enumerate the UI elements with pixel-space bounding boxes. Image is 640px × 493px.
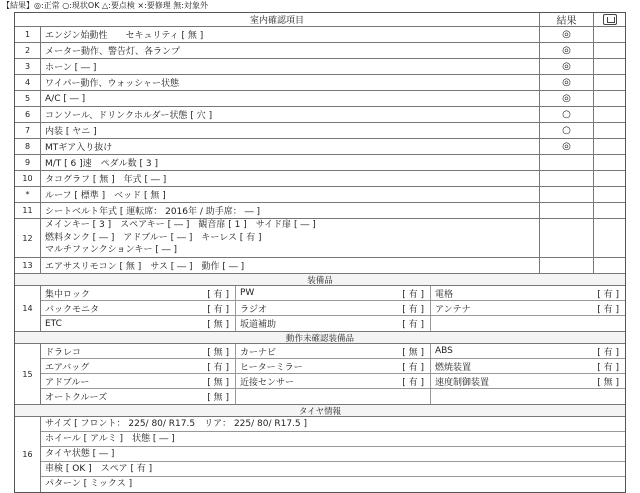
- header-title: 室内確認項目: [249, 16, 304, 26]
- tire-lines: [41, 417, 625, 492]
- row-number: 15: [15, 344, 41, 404]
- row-number: 2: [15, 43, 41, 58]
- row-blank: [593, 107, 625, 122]
- result-mark: ◎: [539, 91, 593, 106]
- grid-row: [41, 316, 625, 331]
- equipment-label: 燃焼装置: [435, 362, 472, 373]
- grid-row: [41, 301, 625, 316]
- row-text: ルーフ [ 標準 ] ベッド [ 無 ]: [45, 191, 166, 201]
- equipment-value: [ 有 ]: [402, 377, 424, 388]
- row-blank: [593, 258, 625, 273]
- equipment-cell: [431, 344, 625, 358]
- row-blank: [593, 43, 625, 58]
- equipment-value: [ 無 ]: [207, 320, 229, 330]
- equipment-label: ドラレコ: [45, 347, 82, 358]
- row-text: エンジン始動性 セキュリティ [ 無 ]: [45, 31, 204, 41]
- grid-row: [41, 389, 625, 404]
- keys-line-2: 燃料タンク [ ― ] アドブルー [ ― ] キーレス [ 有 ]: [45, 232, 262, 243]
- tire-block: [15, 417, 625, 492]
- equipment-cell: [41, 359, 236, 373]
- equipment-value: [ 有 ]: [207, 362, 229, 373]
- tire-line: ホイール [ アルミ ] 状態 [ ― ]: [41, 432, 625, 447]
- equipment-cell: [236, 389, 431, 404]
- grid-row: [41, 359, 625, 374]
- row-number: 16: [15, 417, 41, 492]
- row-number: 4: [15, 75, 41, 90]
- row-text: ホーン [ ― ]: [45, 63, 97, 73]
- equipment-value: [ 有 ]: [207, 289, 229, 300]
- unchecked-block: [15, 344, 625, 405]
- equipment-label: バックモニタ: [45, 304, 100, 315]
- result-mark: ◎: [539, 59, 593, 74]
- tire-section-title: タイヤ情報: [15, 405, 625, 417]
- equipment-value: [ 有 ]: [402, 320, 424, 330]
- row-text: A/C [ ― ]: [45, 93, 86, 104]
- result-mark: ○: [539, 107, 593, 122]
- equipment-cell: [236, 344, 431, 358]
- equipment-cell: [41, 286, 236, 300]
- row-text: エアサスリモコン [ 無 ] サス [ ― ] 動作 [ ― ]: [45, 262, 245, 272]
- row-number: 5: [15, 91, 41, 106]
- row-mark: [539, 219, 593, 257]
- equipment-label: アドブルー: [45, 377, 90, 388]
- check-items: [15, 27, 625, 219]
- equipment-value: [ 有 ]: [597, 304, 619, 315]
- row-text: MTギア入り抜け: [45, 143, 113, 153]
- equipment-cell: [41, 389, 236, 404]
- unchecked-section-title: 動作未確認装備品: [15, 332, 625, 344]
- equipment-value: [ 有 ]: [402, 304, 424, 315]
- row-text: ワイパー動作、ウォッシャー状態: [45, 79, 180, 89]
- equipment-label: ラジオ: [240, 304, 268, 315]
- row-blank: [593, 59, 625, 74]
- equipment-label: アンテナ: [435, 304, 471, 315]
- result-mark: ◎: [539, 27, 593, 42]
- row-number: 8: [15, 139, 41, 154]
- check-row: [15, 91, 625, 107]
- result-mark: [539, 155, 593, 170]
- check-row: [15, 27, 625, 43]
- row-mark: [539, 258, 593, 273]
- equipment-cell: [236, 301, 431, 315]
- equipment-label: 坂道補助: [240, 320, 277, 330]
- row-text: M/T [ 6 ]速 ペダル数 [ 3 ]: [45, 159, 158, 169]
- result-legend: 【結果】◎:正常 ○:現状OK △:要点検 ×:要修理 無:対象外: [2, 1, 209, 10]
- header-result: 結果: [539, 13, 593, 26]
- row-number: 6: [15, 107, 41, 122]
- row-number: 14: [15, 286, 41, 331]
- row-number: 10: [15, 171, 41, 186]
- row-blank: [593, 91, 625, 106]
- row-air-suspension: [15, 258, 625, 274]
- row-blank: [593, 139, 625, 154]
- header-icon-cell: [593, 13, 625, 26]
- equipment-label: エアバッグ: [45, 362, 90, 373]
- table-header: [15, 13, 625, 27]
- keys-line-3: マルチファンクションキー [ ― ]: [45, 245, 178, 256]
- unchecked-grid: [41, 344, 625, 404]
- keys-line-1: メインキー [ 3 ] スペアキー [ ― ] 観音扉 [ 1 ] サイド扉 [ ― ]: [45, 220, 316, 231]
- equipment-value: [ 有 ]: [402, 362, 424, 373]
- row-number: *: [15, 187, 41, 202]
- equipment-value: [ 有 ]: [597, 289, 619, 300]
- tire-line: サイズ [ フロント： 225/ 80/ R17.5 リア： 225/ 80/ R17.5 ]: [41, 417, 625, 432]
- equipment-value: [ 無 ]: [207, 347, 229, 358]
- row-text: メーター動作、警告灯、各ランプ: [45, 47, 181, 57]
- row-blank: [593, 203, 625, 218]
- equipment-value: [ 有 ]: [597, 362, 619, 373]
- check-row: [15, 203, 625, 219]
- result-mark: ○: [539, 123, 593, 138]
- equipment-value: [ 無 ]: [207, 393, 229, 403]
- equipment-value: [ 有 ]: [597, 347, 619, 358]
- equipment-cell: [431, 316, 625, 331]
- equipment-label: ETC: [45, 318, 62, 329]
- equipment-value: [ 無 ]: [402, 347, 424, 358]
- check-row: [15, 155, 625, 171]
- equipment-label: 電格: [435, 289, 454, 300]
- result-mark: ◎: [539, 139, 593, 154]
- equipment-block: [15, 286, 625, 332]
- row-blank: [593, 155, 625, 170]
- clipboard-icon: [603, 14, 617, 25]
- result-mark: [539, 187, 593, 202]
- row-text: コンソール、ドリンクホルダー状態 [ 穴 ]: [45, 111, 213, 121]
- row-blank: [593, 187, 625, 202]
- equipment-cell: [236, 286, 431, 300]
- row-text: タコグラフ [ 無 ] 年式 [ ― ]: [45, 175, 167, 185]
- check-row: [15, 139, 625, 155]
- equipment-label: オートクルーズ: [45, 393, 108, 403]
- equipment-cell: [431, 301, 625, 315]
- grid-row: [41, 286, 625, 301]
- equipment-label: PW: [240, 288, 255, 298]
- inspection-sheet: [14, 12, 626, 493]
- equipment-cell: [41, 301, 236, 315]
- row-blank: [593, 27, 625, 42]
- check-row: [15, 187, 625, 203]
- equipment-value: [ 無 ]: [597, 377, 619, 388]
- check-row: [15, 171, 625, 187]
- row-text: シートベルト年式 [ 運転席： 2016年 / 助手席： ― ]: [45, 207, 260, 217]
- equipment-cell: [41, 374, 236, 388]
- equipment-section-title: 装備品: [15, 274, 625, 286]
- result-mark: ◎: [539, 75, 593, 90]
- row-number: 12: [15, 219, 41, 257]
- equipment-cell: [236, 359, 431, 373]
- row-keys: [15, 219, 625, 258]
- equipment-value: [ 有 ]: [402, 289, 424, 300]
- equipment-cell: [41, 316, 236, 331]
- row-number: 3: [15, 59, 41, 74]
- equipment-label: 近接センサー: [240, 377, 295, 388]
- row-keys-content: [41, 219, 539, 257]
- tire-line: パターン [ ミックス ]: [45, 479, 133, 489]
- row-number: 1: [15, 27, 41, 42]
- equipment-cell: [41, 344, 236, 358]
- equipment-cell: [431, 286, 625, 300]
- equipment-label: カーナビ: [240, 347, 277, 358]
- row-number: 11: [15, 203, 41, 218]
- result-mark: [539, 203, 593, 218]
- result-mark: ◎: [539, 43, 593, 58]
- equipment-value: [ 無 ]: [207, 377, 229, 388]
- row-blank: [593, 171, 625, 186]
- row-number: 9: [15, 155, 41, 170]
- grid-row: [41, 344, 625, 359]
- equipment-cell: [236, 374, 431, 388]
- equipment-value: [ 有 ]: [207, 304, 229, 315]
- equipment-label: ABS: [435, 346, 453, 356]
- equipment-cell: [236, 316, 431, 331]
- row-blank: [593, 219, 625, 257]
- equipment-label: 集中ロック: [45, 289, 90, 300]
- check-row: [15, 75, 625, 91]
- grid-row: [41, 374, 625, 389]
- row-blank: [593, 75, 625, 90]
- equipment-cell: [431, 359, 625, 373]
- equipment-grid: [41, 286, 625, 331]
- row-number: 7: [15, 123, 41, 138]
- row-text: 内装 [ ヤニ ]: [45, 127, 97, 137]
- equipment-label: 速度制御装置: [435, 377, 490, 388]
- equipment-cell: [431, 389, 625, 404]
- check-row: [15, 123, 625, 139]
- check-row: [15, 107, 625, 123]
- row-number: 13: [15, 258, 41, 273]
- tire-line: 車検 [ OK ] スペア [ 有 ]: [41, 462, 625, 477]
- equipment-label: ヒーターミラー: [240, 362, 303, 373]
- equipment-cell: [431, 374, 625, 388]
- check-row: [15, 43, 625, 59]
- tire-line: タイヤ状態 [ ― ]: [41, 447, 625, 462]
- row-blank: [593, 123, 625, 138]
- result-mark: [539, 171, 593, 186]
- check-row: [15, 59, 625, 75]
